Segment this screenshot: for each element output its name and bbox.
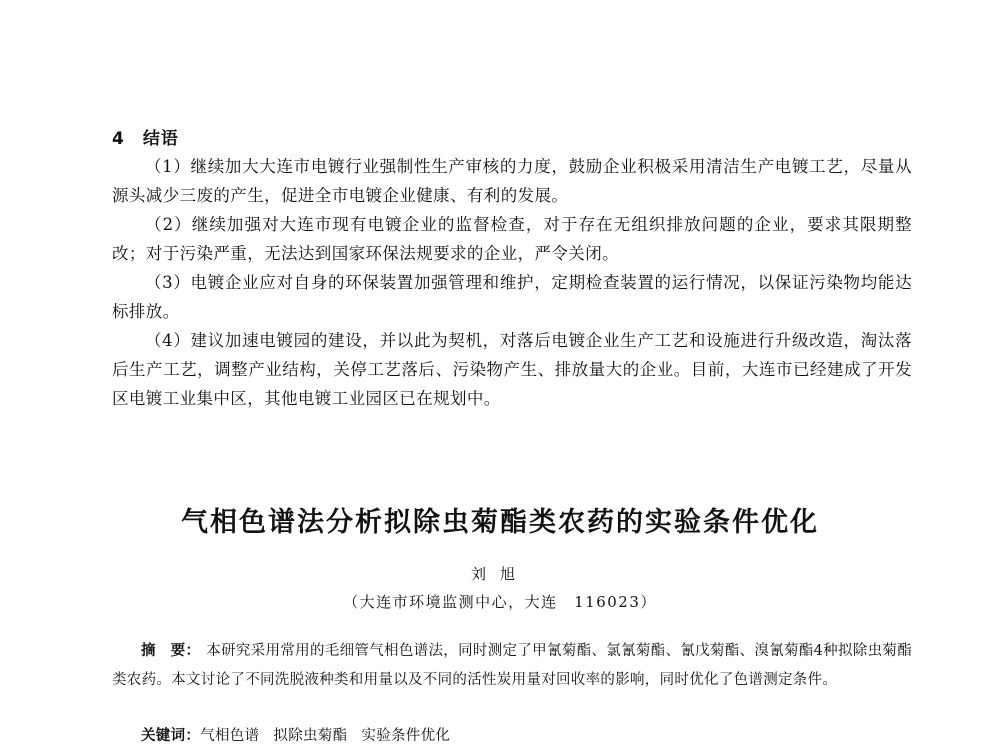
conclusion-paragraph-1: （1）继续加大大连市电镀行业强制性生产审核的力度，鼓励企业积极采用清洁生产电镀工艺，尽量从源头减少三废的产生，促进全市电镀企业健康、有利的发展。: [112, 157, 912, 205]
abstract-text: 本研究采用常用的毛细管气相色谱法，同时测定了甲氰菊酯、氯氰菊酯、氰戊菊酯、溴氰菊酯4种拟除虫菊酯类农药。本文讨论了不同洗脱液种类和用量以及不同的活性炭用量对回收率的影响，同时优化了色谱测定条件。: [112, 643, 913, 688]
conclusion-paragraph-2: （2）继续加强对大连市现有电镀企业的监督检查，对于存在无组织排放问题的企业，要求其限期整改；对于污染严重，无法达到国家环保法规要求的企业，严令关闭。: [112, 215, 912, 263]
article-affiliation: （大连市环境监测中心，大连 116023）: [343, 593, 657, 611]
article-author: 刘旭: [470, 565, 529, 583]
conclusion-paragraph-3: （3）电镀企业应对自身的环保装置加强管理和维护，定期检查装置的运行情况，以保证污染物均能达标排放。: [112, 273, 912, 321]
conclusion-paragraph-4: （4）建议加速电镀园的建设，并以此为契机，对落后电镀企业生产工艺和设施进行升级改造，淘汰落后生产工艺，调整产业结构，关停工艺落后、污染物产生、排放量大的企业。目前，大连市已经建成了开发区电镀工业集中区，其他电镀工业园区已在规划中。: [112, 331, 912, 408]
keywords: [112, 724, 912, 745]
keywords-label: 关键词：: [141, 728, 201, 744]
keyword-item: 实验条件优化: [361, 728, 451, 744]
section-heading: [112, 124, 179, 149]
keyword-item: 气相色谱: [200, 728, 260, 744]
section-title: 结语: [142, 129, 179, 149]
article-title: 气相色谱法分析拟除虫菊酯类农药的实验条件优化: [181, 507, 819, 538]
section-number: 4: [112, 129, 125, 149]
abstract-label: 摘 要：: [141, 643, 201, 659]
abstract: [112, 637, 912, 695]
keyword-item: 拟除虫菊酯: [273, 728, 348, 744]
